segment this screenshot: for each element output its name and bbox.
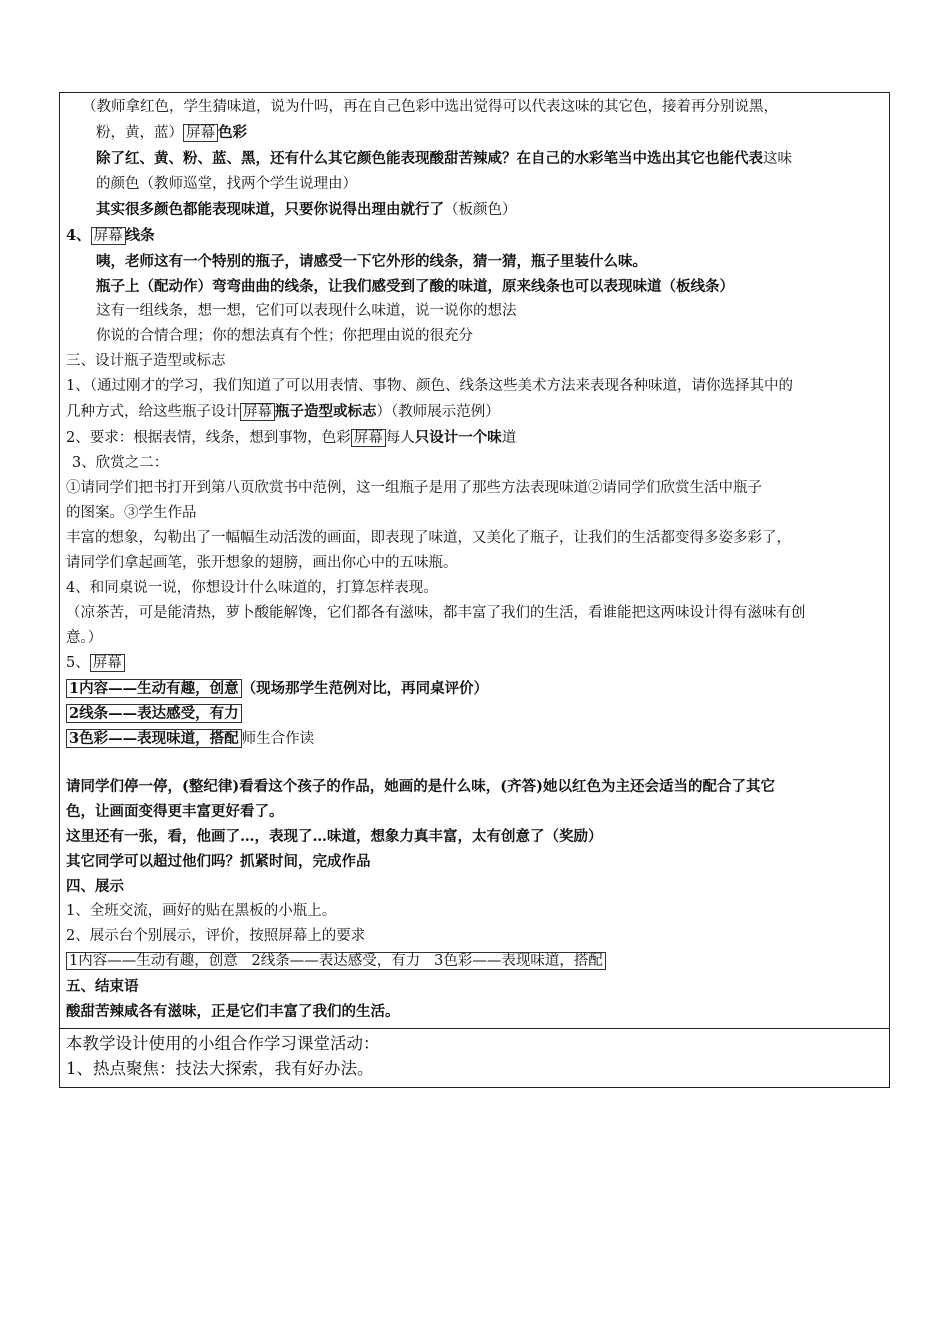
text: 1、热点聚焦：技法大探索，我有好办法。 [66, 1059, 374, 1078]
paragraph [66, 451, 885, 476]
text: 意。） [66, 630, 103, 646]
paragraph [66, 476, 885, 501]
paragraph [66, 197, 885, 223]
paragraph [66, 999, 885, 1024]
text: 色彩 [218, 124, 247, 141]
text: 这里还有一张，看，他画了…，表现了…味道，想象力真丰富，太有创意了（奖励） [66, 828, 603, 845]
paragraph [66, 576, 885, 601]
paragraph [66, 1056, 885, 1081]
text: 除了红、黄、粉、蓝、黑，还有什么其它颜色能表现酸甜苦辣咸？在自己的水彩笔当中选出其它也能代表 [96, 150, 763, 167]
paragraph [66, 374, 885, 399]
text: 4、 [66, 227, 91, 244]
text: 瓶子造型或标志 [275, 403, 377, 420]
text: 几种方式，给这些瓶子设计 [66, 404, 240, 420]
text: 2、要求：根据表情，线条，想到事物，色彩 [66, 430, 351, 446]
paragraph [66, 551, 885, 576]
paragraph [66, 249, 885, 274]
text: 的颜色（教师巡堂，找两个学生说理由） [96, 176, 357, 192]
lesson-content-cell [60, 93, 889, 1029]
text: 你说的合情合理；你的想法真有个性；你把理由说的很充分 [96, 328, 473, 344]
lesson-table [59, 92, 890, 1088]
text: 粉，黄，蓝） [96, 125, 183, 141]
section-heading [66, 874, 885, 899]
paragraph [66, 1031, 885, 1056]
paragraph [66, 526, 885, 551]
criteria-line [66, 949, 885, 974]
paragraph [66, 425, 885, 451]
paragraph [66, 924, 885, 949]
paragraph [66, 849, 885, 874]
criteria-line [66, 676, 885, 701]
paragraph [66, 299, 885, 324]
text: 五、结束语 [66, 978, 139, 995]
paragraph [66, 774, 885, 799]
criteria-box: 3色彩——表现味道，搭配 [66, 729, 242, 748]
paragraph [66, 651, 885, 676]
screen-box: 屏幕 [351, 429, 386, 447]
text: 1、全班交流，画好的贴在黑板的小瓶上。 [66, 903, 337, 919]
criteria-box: 2线条——表达感受，有力 [66, 704, 242, 723]
text: 只设计一个味 [414, 429, 502, 446]
text: （凉茶苦，可是能清热，萝卜酸能解馋，它们都各有滋味，都丰富了我们的生活，看谁能把这两味设计得有滋味有创 [66, 605, 806, 621]
text: 每人 [385, 430, 415, 446]
paragraph [66, 501, 885, 526]
screen-box: 屏幕 [183, 124, 218, 142]
text: 请同学们停一停，(整纪律)看看这个孩子的作品，她画的是什么味，(齐答)她以红色为主还会适当的配合了其它 [66, 778, 775, 795]
text: 本教学设计使用的小组合作学习课堂活动： [66, 1034, 380, 1053]
paragraph [66, 274, 885, 299]
paragraph [66, 626, 885, 651]
paragraph [66, 601, 885, 626]
text: 其实很多颜色都能表现味道，只要你说得出理由就行了 [96, 201, 444, 218]
text: 2、展示台个别展示，评价，按照屏幕上的要求 [66, 928, 366, 944]
paragraph [66, 799, 885, 824]
text: 1、（通过刚才的学习，我们知道了可以用表情、事物、颜色、线条这些美术方法来表现各种味道，请你选择其中的 [66, 378, 793, 394]
paragraph [66, 899, 885, 924]
text: （教师拿红色，学生猜味道，说为什吗，再在自己色彩中选出觉得可以代表这味的其它色，接着再分别说黑， [82, 99, 778, 115]
text: ）（教师展示范例） [376, 404, 500, 420]
paragraph [66, 120, 885, 146]
text: 酸甜苦辣咸各有滋味，正是它们丰富了我们的生活。 [66, 1003, 400, 1020]
text: 道 [501, 430, 517, 446]
criteria-line [66, 726, 885, 752]
text: 色，让画面变得更丰富更好看了。 [66, 803, 284, 820]
text: 这味 [763, 151, 792, 167]
text: （现场那学生范例对比，再同桌评价） [241, 680, 489, 697]
text: 4、和同桌说一说，你想设计什么味道的，打算怎样表现。 [66, 580, 438, 596]
text: ①请同学们把书打开到第八页欣赏书中范例，这一组瓶子是用了那些方法表现味道②请同学们欣赏生活中瓶子 [66, 480, 762, 496]
text: 3、欣赏之二： [72, 455, 169, 471]
text: 请同学们拿起画笔，张开想象的翅膀，画出你心中的五味瓶。 [66, 555, 458, 571]
text: 5、 [66, 655, 90, 671]
paragraph [66, 146, 885, 172]
text: 瓶子上（配动作）弯弯曲曲的线条，让我们感受到了酸的味道，原来线条也可以表现味道（板线条） [96, 278, 734, 295]
text: 线条 [125, 227, 155, 244]
text: 这有一组线条，想一想，它们可以表现什么味道，说一说你的想法 [96, 303, 517, 319]
screen-box: 屏幕 [90, 654, 125, 672]
text: 丰富的想象，勾勒出了一幅幅生动活泼的画面，即表现了味道，又美化了瓶子，让我们的生活都变得多姿多彩了， [66, 530, 791, 546]
text: 其它同学可以超过他们吗？抓紧时间，完成作品 [66, 853, 371, 870]
section-heading [66, 974, 885, 999]
paragraph [66, 324, 885, 349]
paragraph [66, 824, 885, 849]
criteria-line [66, 701, 885, 726]
section-heading [66, 223, 885, 249]
text: 师生合作读 [241, 731, 315, 747]
section-heading [66, 349, 885, 374]
paragraph [66, 399, 885, 425]
activity-cell [60, 1029, 889, 1087]
text: 四、展示 [66, 878, 124, 895]
paragraph [66, 95, 885, 120]
criteria-box: 1内容——生动有趣，创意 2线条——表达感受，有力 3色彩——表现味道，搭配 [66, 952, 606, 970]
screen-box: 屏幕 [91, 227, 126, 245]
text: 咦，老师这有一个特别的瓶子，请感受一下它外形的线条，猜一猜，瓶子里装什么味。 [96, 253, 647, 270]
text: 的图案。③学生作品 [66, 505, 197, 521]
spacer [66, 752, 885, 774]
text: （板颜色） [444, 202, 517, 218]
criteria-box: 1内容——生动有趣，创意 [66, 679, 242, 698]
screen-box: 屏幕 [240, 403, 275, 421]
text: 三、设计瓶子造型或标志 [66, 353, 226, 369]
paragraph [66, 172, 885, 197]
